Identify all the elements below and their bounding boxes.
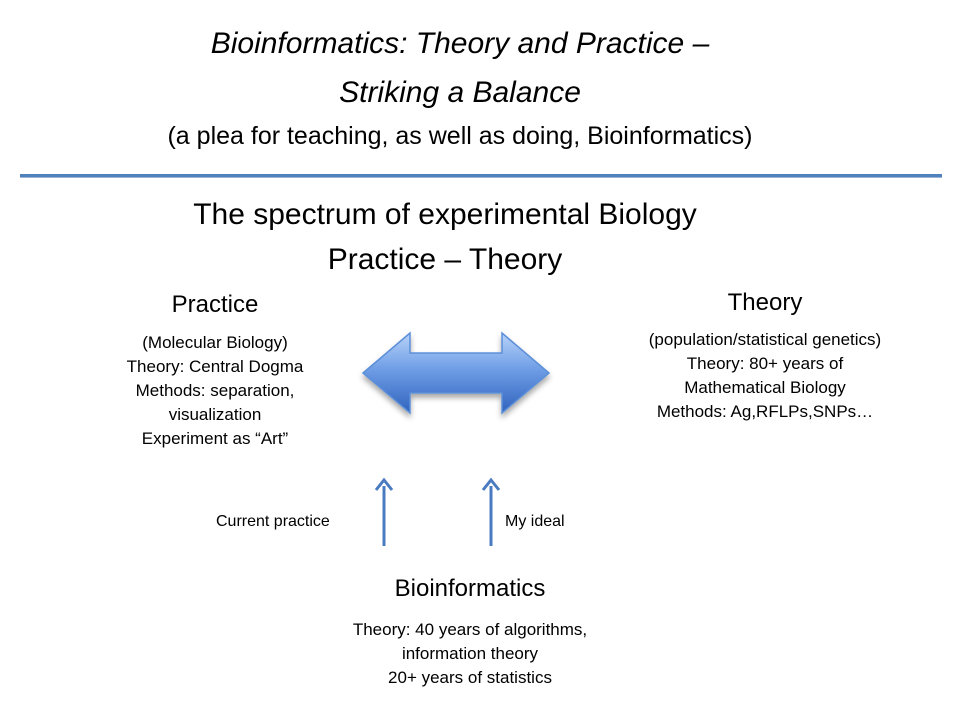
practice-line: Theory: Central Dogma — [126, 357, 304, 376]
slide-subtitle: (a plea for teaching, as well as doing, Bioinformatics) — [167, 122, 753, 150]
practice-line: Methods: separation, — [135, 381, 295, 400]
practice-line: Experiment as “Art” — [141, 429, 289, 448]
bioinformatics-line: information theory — [401, 644, 539, 663]
theory-line: Mathematical Biology — [684, 378, 846, 397]
bioinformatics-line: Theory: 40 years of algorithms, — [352, 620, 588, 639]
practice-line: (Molecular Biology) — [142, 333, 288, 352]
my-ideal-label: My ideal — [505, 513, 565, 530]
theory-line: (population/statistical genetics) — [648, 330, 882, 349]
theory-line: Methods: Ag,RFLPs,SNPs… — [656, 402, 874, 421]
practice-description — [70, 331, 360, 451]
practice-title: Practice — [171, 291, 259, 318]
title-divider — [20, 174, 942, 178]
spectrum-heading-line2: Practice – Theory — [327, 243, 563, 276]
bioinformatics-title: Bioinformatics — [394, 575, 546, 602]
slide-title-line2: Striking a Balance — [339, 76, 581, 109]
theory-line: Theory: 80+ years of — [686, 354, 844, 373]
current-practice-arrow-icon — [372, 476, 396, 548]
my-ideal-arrow-icon — [479, 476, 503, 548]
double-arrow-icon — [355, 325, 565, 425]
theory-title: Theory — [727, 289, 803, 316]
bioinformatics-line: 20+ years of statistics — [388, 668, 552, 687]
spectrum-heading-line1: The spectrum of experimental Biology — [193, 198, 697, 231]
slide-title-line1: Bioinformatics: Theory and Practice – — [210, 27, 710, 60]
current-practice-label: Current practice — [216, 513, 330, 530]
practice-line: visualization — [168, 405, 262, 424]
theory-description — [590, 328, 940, 424]
bioinformatics-description — [270, 618, 670, 690]
